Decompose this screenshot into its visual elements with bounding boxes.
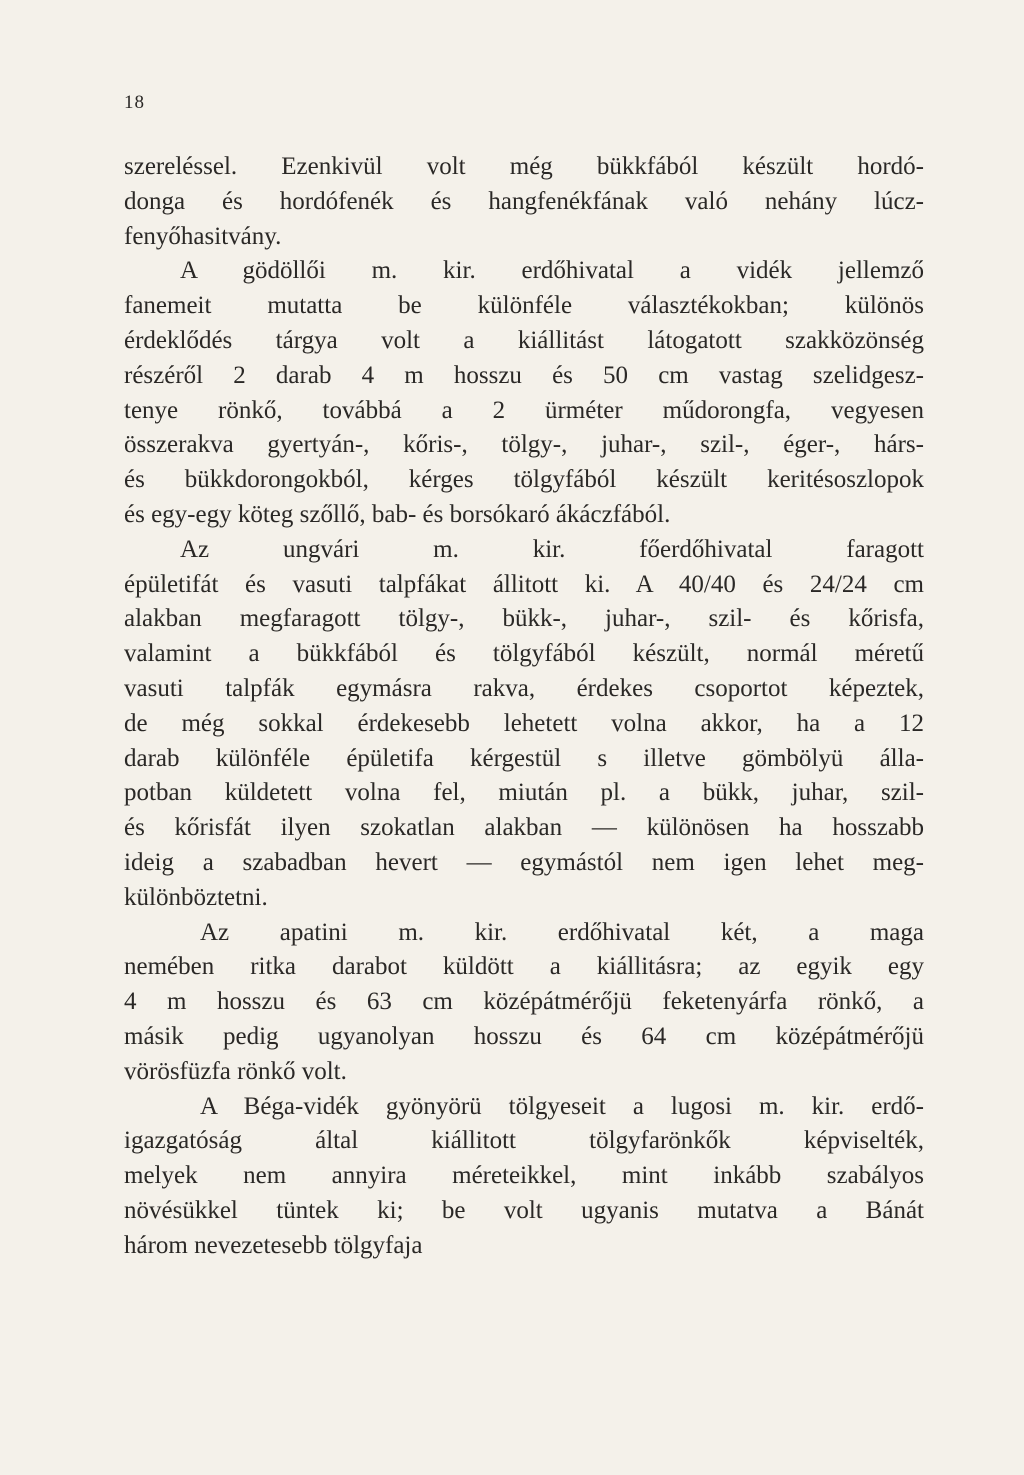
text-line: és egy-egy köteg szőllő, bab- és borsókaró ákáczfából. — [124, 500, 671, 528]
page-number: 18 — [124, 92, 145, 113]
text-line: fanemeit mutatta be különféle választékokban; különös — [124, 292, 924, 320]
text-line: A gödöllői m. kir. erdőhivatal a vidék jellemző — [180, 257, 924, 285]
text-line: ideig a szabadban hevert — egymástól nem igen lehet meg- — [124, 848, 924, 876]
text-line: valamint a bükkfából és tölgyfából készült, normál méretű — [124, 640, 924, 668]
text-line: vasuti talpfák egymásra rakva, érdekes csoportot képeztek, — [124, 674, 924, 702]
text-line: A Béga-vidék gyönyörü tölgyeseit a lugosi m. kir. erdő- — [200, 1092, 924, 1120]
text-line: összerakva gyertyán-, kőris-, tölgy-, juhar-, szil-, éger-, hárs- — [124, 431, 924, 459]
text-line: és kőrisfát ilyen szokatlan alakban — különösen ha hosszabb — [124, 814, 924, 842]
text-line: részéről 2 darab 4 m hosszu és 50 cm vastag szelidgesz- — [124, 361, 924, 389]
text-line: Az ungvári m. kir. főerdőhivatal faragott — [180, 535, 924, 563]
text-line: de még sokkal érdekesebb lehetett volna akkor, ha a 12 — [124, 709, 924, 737]
text-line: igazgatóság által kiállitott tölgyfarönkők képviselték, — [124, 1127, 924, 1155]
text-line: különböztetni. — [124, 883, 268, 911]
text-line: darab különféle épületifa kérgestül s illetve gömbölyü álla- — [124, 744, 924, 772]
text-line: fenyőhasitvány. — [124, 222, 282, 250]
text-line: tenye rönkő, továbbá a 2 ürméter műdorongfa, vegyesen — [124, 396, 924, 424]
text-line: alakban megfaragott tölgy-, bükk-, juhar-, szil- és kőrisfa, — [124, 605, 924, 633]
text-line: érdeklődés tárgya volt a kiállitást látogatott szakközönség — [124, 326, 924, 354]
text-line: donga és hordófenék és hangfenékfának való nehány lúcz- — [124, 187, 924, 215]
text-line: három nevezetesebb tölgyfaja — [124, 1231, 423, 1259]
text-line: másik pedig ugyanolyan hosszu és 64 cm középátmérőjü — [124, 1022, 924, 1050]
text-line: 4 m hosszu és 63 cm középátmérőjü feketenyárfa rönkő, a — [124, 988, 924, 1016]
text-line: és bükkdorongokból, kérges tölgyfából készült keritésoszlopok — [124, 466, 924, 494]
text-line: vörösfüzfa rönkő volt. — [124, 1057, 347, 1085]
text-line: nemében ritka darabot küldött a kiállitásra; az egyik egy — [124, 953, 924, 981]
text-line: szereléssel. Ezenkivül volt még bükkfából készült hordó- — [124, 153, 924, 180]
text-line: Az apatini m. kir. erdőhivatal két, a maga — [200, 918, 924, 946]
body-text — [124, 150, 924, 1264]
text-line: növésükkel tüntek ki; be volt ugyanis mutatva a Bánát — [124, 1196, 924, 1224]
text-line: melyek nem annyira méreteikkel, mint inkább szabályos — [124, 1162, 924, 1190]
text-line: potban küldetett volna fel, miután pl. a bükk, juhar, szil- — [124, 779, 924, 807]
text-line: épületifát és vasuti talpfákat állitott ki. A 40/40 és 24/24 cm — [124, 570, 924, 598]
